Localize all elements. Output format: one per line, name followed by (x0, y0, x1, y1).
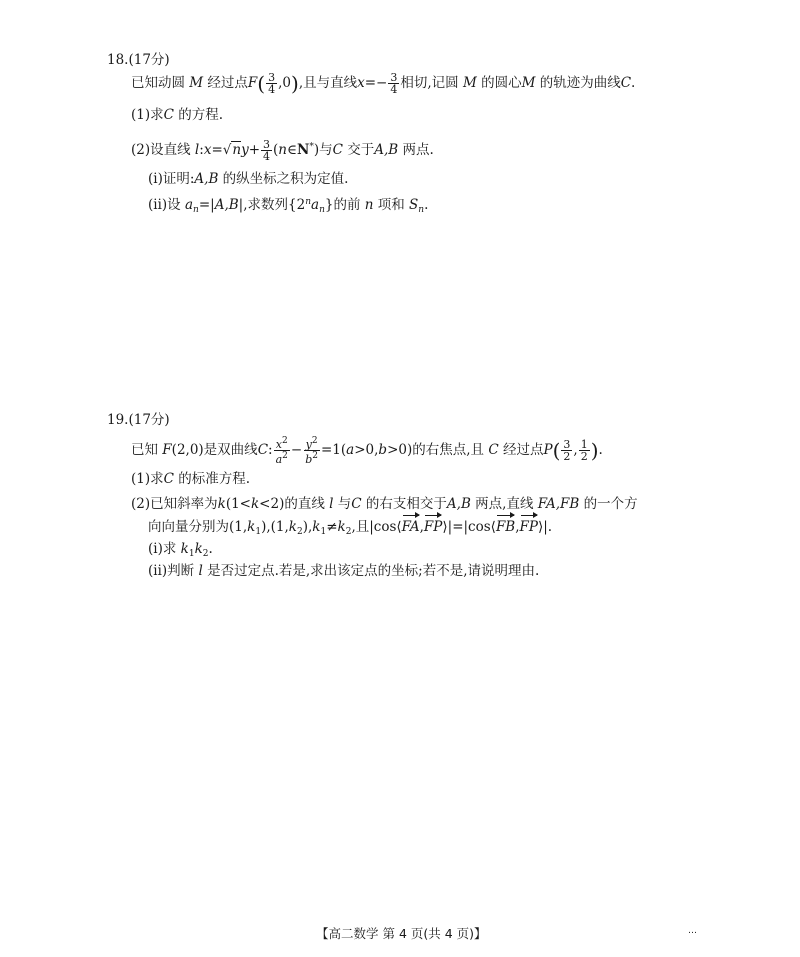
q19-part2-ii: (ⅱ)判断 l 是否过定点.若是,求出该定点的坐标;若不是,请说明理由. (148, 563, 540, 579)
corner-mark: … (688, 926, 697, 936)
q19-part2-line1: (2)已知斜率为k(1<k<2)的直线 l 与C 的右支相交于A,B 两点,直线 FA,FB 的一个方 (131, 496, 638, 512)
q19-number: 19.(17分) (107, 412, 170, 428)
q18-part1: (1)求C 的方程. (131, 107, 224, 123)
q18-part2: (2)设直线 l:x=√ny+ $\frac{3}{4}$ (n∈N*)与C 交于A,B 两点. (131, 138, 434, 163)
q19-part2-line2: 向向量分别为$(1,k_1),(1,k_2),k_1\ne k_2$,且|cos⟨FA,FP⟩|=|cos⟨FB,FP⟩|. (148, 519, 553, 537)
q18-number: 18.(17分) (107, 52, 170, 68)
q19-part1: (1)求C 的标准方程. (131, 471, 251, 487)
q18-part2-i: (ⅰ)证明:A,B 的纵坐标之积为定值. (148, 171, 349, 187)
page-footer: 【高二数学 第 4 页(共 4 页)】 (316, 926, 487, 941)
q19-stem: 已知 F(2,0)是双曲线C: $\frac{x^2}{a^2}$ − $\frac{y^2}{b^2}$ =1(a>0,b>0)的右焦点,且 C 经过点P( $\frac{3}{2}$ , $\frac{1}{2}$ ). (131, 436, 603, 466)
q18-stem: 已知动圆 M 经过点F( $\frac{3}{4}$ ,0),且与直线x=− $\frac{3}{4}$ 相切,记圆 M 的圆心M 的轨迹为曲线C. (131, 71, 636, 96)
q18-part2-ii: (ⅱ)设 $a_n=|A,B|$,求数列$\{2^na_n\}$的前 n 项和 $S_n$. (148, 197, 429, 215)
q19-part2-i: (ⅰ)求 $k_1k_2$. (148, 541, 213, 559)
